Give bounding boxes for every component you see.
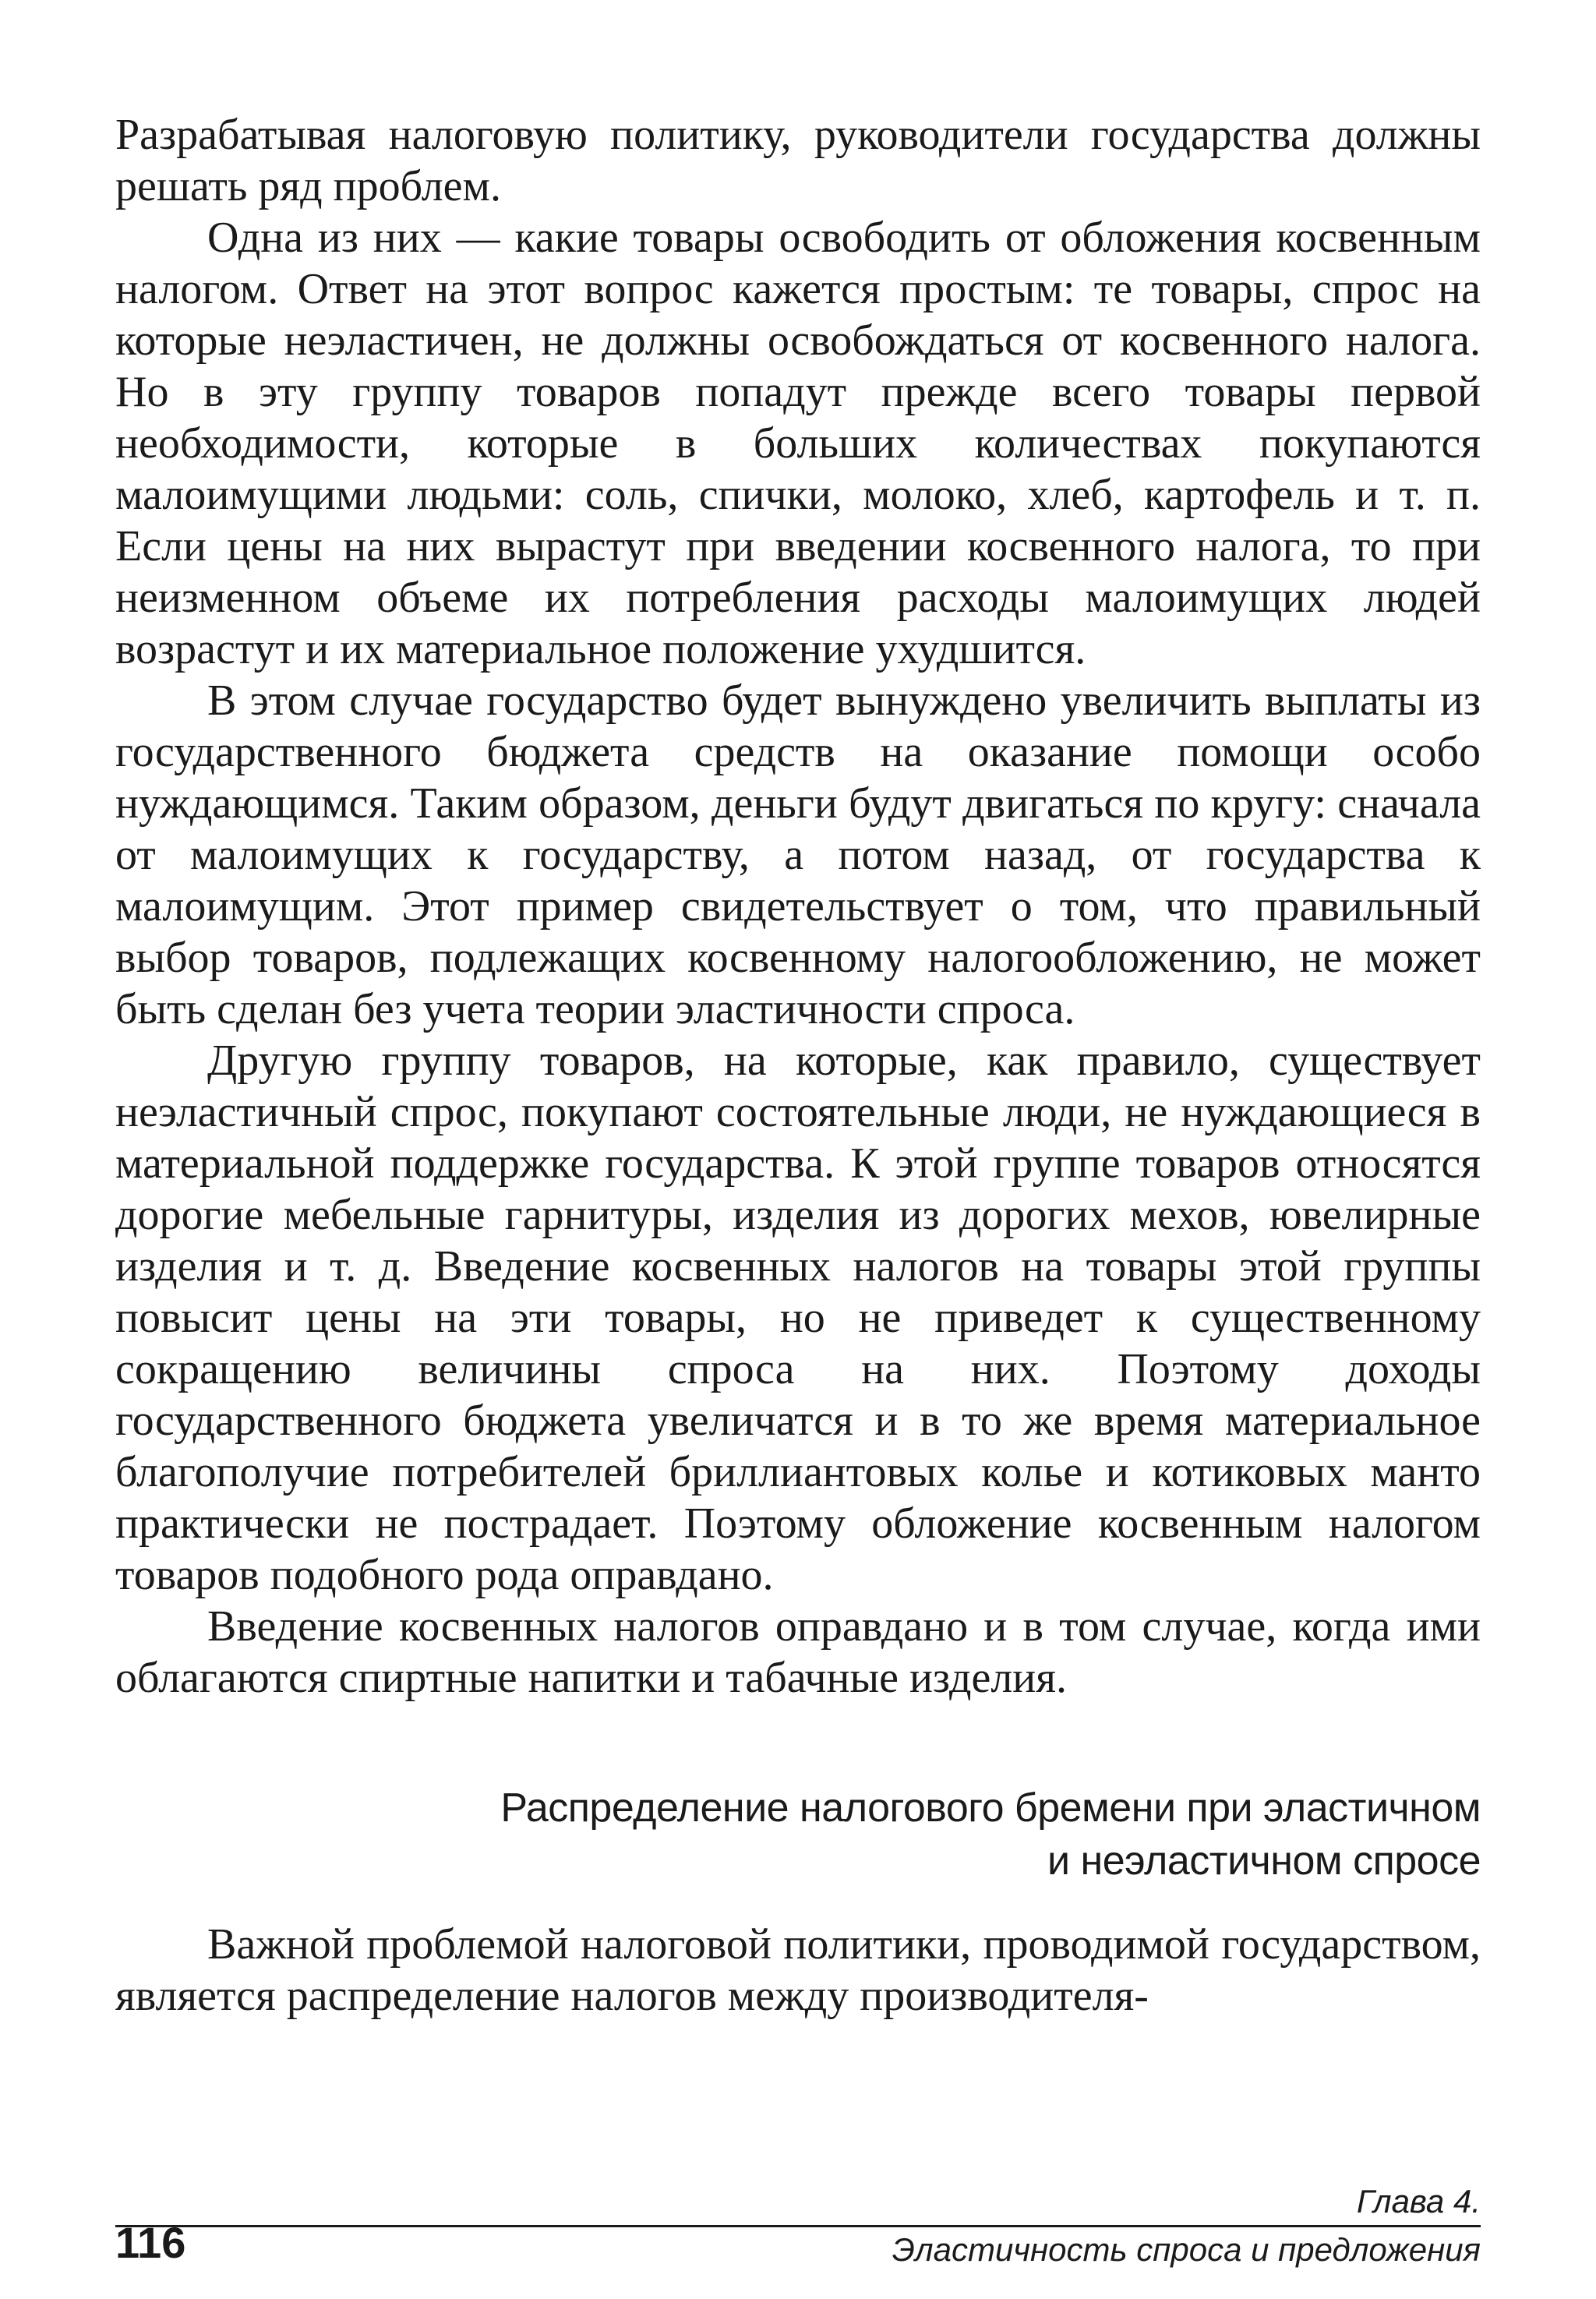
section-heading: [115, 1782, 1481, 1888]
page-number: 116: [115, 2218, 186, 2267]
text-column: [115, 109, 1481, 2022]
section-heading-line-2: и неэластичном спросе: [1047, 1838, 1481, 1884]
footer-rule: [115, 2225, 1481, 2227]
paragraph-1: Разрабатывая налоговую политику, руководители государства должны решать ряд проблем.: [115, 111, 1481, 210]
footer-chapter-title: Эластичность спроса и предложения: [892, 2231, 1481, 2268]
paragraph-5: Введение косвенных налогов оправдано и в том случае, когда ими облагаются спиртные напитки и табачные изделия.: [115, 1602, 1481, 1702]
section-heading-line-1: Распределение налогового бремени при эластичном: [500, 1785, 1481, 1831]
paragraph-4: Другую группу товаров, на которые, как правило, существует неэластичный спрос, покупают состоятельные люди, не нуждающиеся в материальной поддержке государства. К этой группе товаров относятся дорогие мебельные гарнитуры, изделия из дорогих мехов, ювелирные изделия и т. д. Введение косвенных налогов на товары этой группы повысит цены на эти товары, но не приведет к существенному сокращению величины спроса на них. Поэтому доходы государственного бюджета увеличатся и в то же время материальное благополучие потребителей бриллиантовых колье и котиковых манто практически не пострадает. Поэтому обложение косвенным налогом товаров подобного рода оправдано.: [115, 1036, 1481, 1599]
paragraph-6: Важной проблемой налоговой политики, проводимой государством, является распределение налогов между производителя-: [115, 1920, 1481, 2020]
paragraph-2: Одна из них — какие товары освободить от обложения косвенным налогом. Ответ на этот вопрос кажется простым: те товары, спрос на которые неэластичен, не должны освобождаться от косвенного налога. Но в эту группу товаров попадут прежде всего товары первой необходимости, которые в больших количествах покупаются малоимущими людьми: соль, спички, молоко, хлеб, картофель и т. п. Если цены на них вырастут при введении косвенного налога, то при неизменном объеме их потребления расходы малоимущих людей возрастут и их материальное положение ухудшится.: [115, 214, 1481, 673]
paragraph-3: В этом случае государство будет вынуждено увеличить выплаты из государственного бюджета средств на оказание помощи особо нуждающимся. Таким образом, деньги будут двигаться по кругу: сначала от малоимущих к государству, а потом назад, от государства к малоимущим. Этот пример свидетельствует о том, что правильный выбор товаров, подлежащих косвенному налогообложению, не может быть сделан без учета теории эластичности спроса.: [115, 676, 1481, 1033]
footer-chapter-label: Глава 4.: [1356, 2183, 1481, 2220]
